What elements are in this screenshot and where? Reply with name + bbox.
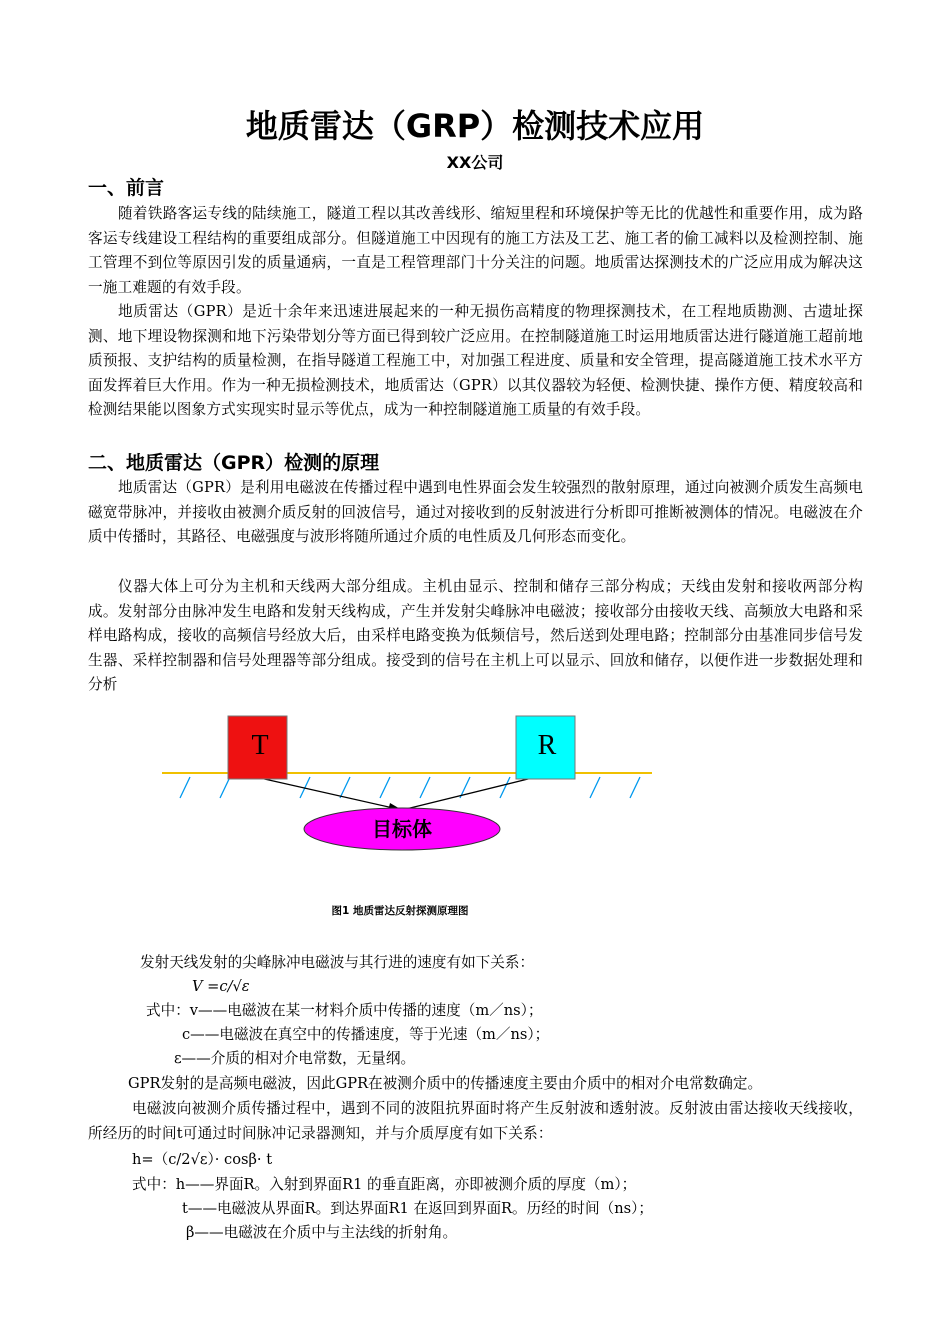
thickness-def-t: t——电磁波从界面R。到达界面R1 在返回到界面R。历经的时间（ns）； <box>182 1200 653 1217</box>
velocity-formula: V =c/√ε <box>192 978 250 995</box>
paragraph-intro-1: 随着铁路客运专线的陆续施工，隧道工程以其改善线形、缩短里程和环境保护等无比的优越性和重要作用，成为路客运专线建设工程结构的重要组成部分。但隧道施工中因现有的施工方法及工艺、施工者的偷工减料以及检测控制、施工管理不到位等原因引发的质量通病，一直是工程管理部门十分关注的问题。地质雷达探测技术的广泛应用成为解决这一施工难题的有效手段。 <box>88 205 863 296</box>
thickness-def-h: 式中：h——界面R。入射到界面R1 的垂直距离，亦即被测介质的厚度（m）； <box>132 1176 637 1193</box>
paragraph-principle-2: 仪器大体上可分为主机和天线两大部分组成。主机由显示、控制和储存三部分构成；天线由发射和接收两部分构成。发射部分由脉冲发生电路和发射天线构成，产生并发射尖峰脉冲电磁波；接收部分由接收天线、高频放大电路和采样电路构成，接收的高频信号经放大后，由采样电路变换为低频信号，然后送到处理电路；控制部分由基准同步信号发生器、采样控制器和信号处理器等部分组成。接受到的信号在主机上可以显示、回放和储存，以便作进一步数据处理和分析 <box>88 578 863 693</box>
hatch-mark <box>630 777 640 798</box>
incident-ray <box>260 778 402 810</box>
formula-intro: 发射天线发射的尖峰脉冲电磁波与其行进的速度有如下关系： <box>140 954 535 971</box>
velocity-def-c: c——电磁波在真空中的传播速度，等于光速（m／ns）； <box>182 1026 550 1043</box>
reflection-paragraph: 电磁波向被测介质传播过程中，遇到不同的波阻抗界面时将产生反射波和透射波。反射波由雷达接收天线接收，所经历的时间t可通过时间脉冲记录器测知，并与介质厚度有如下关系： <box>88 1100 863 1142</box>
target-label: 目标体 <box>372 817 432 841</box>
velocity-def-epsilon: ε——介质的相对介电常数，无量纲。 <box>174 1050 416 1067</box>
hatch-mark <box>590 777 600 798</box>
hatch-mark <box>340 777 350 798</box>
hatch-mark <box>220 777 230 798</box>
gpr-principle-diagram <box>160 710 660 860</box>
hatch-mark <box>380 777 390 798</box>
document-subtitle: XX公司 <box>446 153 504 172</box>
thickness-formula: h=（c/2√ε）· cosβ· t <box>132 1151 273 1168</box>
document-title: 地质雷达（GRP）检测技术应用 <box>245 107 705 145</box>
section-heading-1: 一、前言 <box>88 177 165 199</box>
receiver-label: R <box>537 730 557 761</box>
hatch-mark <box>180 777 190 798</box>
hatch-mark <box>420 777 430 798</box>
velocity-note: GPR发射的是高频电磁波，因此GPR在被测介质中的传播速度主要由介质中的相对介电常数确定。 <box>128 1075 763 1092</box>
paragraph-intro-2: 地质雷达（GPR）是近十余年来迅速进展起来的一种无损伤高精度的物理探测技术，在工程地质勘测、古遗址探测、地下埋设物探测和地下污染带划分等方面已得到较广泛应用。在控制隧道施工时运用地质雷达进行隧道施工超前地质预报、支护结构的质量检测，在指导隧道工程施工中，对加强工程进度、质量和安全管理，提高隧道施工技术水平方面发挥着巨大作用。作为一种无损检测技术，地质雷达（GPR）以其仪器较为轻便、检测快捷、操作方便、精度较高和检测结果能以图象方式实现实时显示等优点，成为一种控制隧道施工质量的有效手段。 <box>88 303 863 418</box>
transmitter-label: T <box>251 730 269 761</box>
ground-hatching <box>180 777 640 798</box>
paragraph-principle-1: 地质雷达（GPR）是利用电磁波在传播过程中遇到电性界面会发生较强烈的散射原理，通过向被测介质发生高频电磁宽带脉冲，并接收由被测介质反射的回波信号，通过对接收到的反射波进行分析即可推断被测体的情况。电磁波在介质中传播时，其路径、电磁强度与波形将随所通过介质的电性质及几何形态而变化。 <box>88 479 863 545</box>
hatch-mark <box>500 777 510 798</box>
figure-caption: 图1 地质雷达反射探测原理图 <box>331 905 469 917</box>
section-heading-2: 二、地质雷达（GPR）检测的原理 <box>88 452 380 474</box>
velocity-def-v-text: v——电磁波在某一材料介质中传播的速度（m／ns）； <box>189 1002 543 1019</box>
velocity-def-v: 式中：v——电磁波在某一材料介质中传播的速度（m／ns）； <box>146 1002 543 1019</box>
thickness-def-beta: β——电磁波在介质中与主法线的折射角。 <box>186 1224 458 1241</box>
